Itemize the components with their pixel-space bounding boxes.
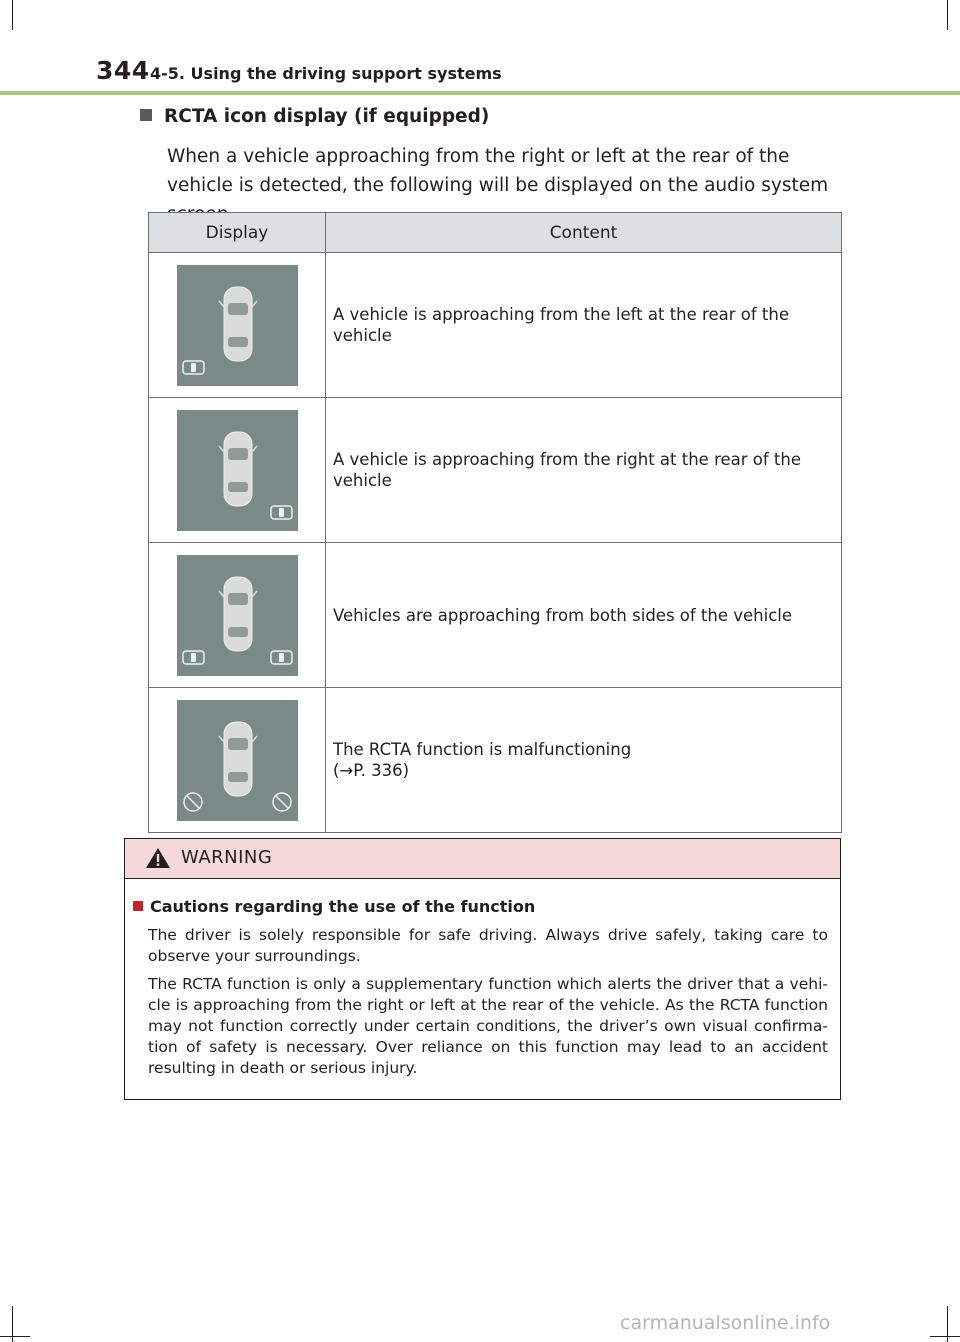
crop-mark xyxy=(947,0,948,30)
warning-paragraph: The driver is solely responsible for safe driving. Always drive safely, taking care to observe your surroundings. xyxy=(148,926,828,965)
content-cell: Vehicles are approaching from both sides of the vehicle xyxy=(326,543,842,688)
rcta-right-approach-icon xyxy=(177,410,298,531)
warning-paragraph: The RCTA function is only a supplementary function which alerts the driver that a vehi- cle is approaching from the right or left at the rear of the vehicle. As the RCTA function may not function correctly under certain conditions, the driver’s own visual confirma- tion of safety is necessary. Over reliance on this function may lead to an accident resulting in death or serious injury. xyxy=(148,975,828,1077)
header-rule xyxy=(0,91,960,95)
warning-header xyxy=(125,839,840,879)
rcta-malfunction-icon xyxy=(177,700,298,821)
table-row xyxy=(149,688,842,833)
content-cell: A vehicle is approaching from the left at the rear of the vehicle xyxy=(326,253,842,398)
warning-box xyxy=(124,838,841,1100)
chapter-title: 4-5. Using the driving support systems xyxy=(150,64,502,83)
warning-triangle-icon xyxy=(145,847,171,869)
warning-subtitle: Cautions regarding the use of the function xyxy=(150,897,536,916)
warning-subheading xyxy=(133,897,535,916)
column-header-display: Display xyxy=(149,213,326,253)
table-row xyxy=(149,543,842,688)
watermark: carmanualsonline.info xyxy=(620,1312,831,1334)
table-row xyxy=(149,398,842,543)
crop-mark xyxy=(930,1336,960,1337)
rcta-left-approach-icon xyxy=(177,265,298,386)
display-cell xyxy=(149,543,326,688)
section-heading xyxy=(140,106,489,127)
square-bullet-icon xyxy=(140,109,152,121)
crop-mark xyxy=(0,1336,30,1337)
section-title: RCTA icon display (if equipped) xyxy=(164,106,490,127)
rcta-both-sides-icon xyxy=(177,555,298,676)
page-number: 344 xyxy=(96,56,150,85)
warning-title: WARNING xyxy=(181,847,273,868)
column-header-content: Content xyxy=(326,213,842,253)
malfunction-text: The RCTA function is malfunctioning xyxy=(333,740,632,759)
table-header-row xyxy=(149,213,842,253)
content-cell: A vehicle is approaching from the right at the rear of the vehicle xyxy=(326,398,842,543)
red-square-bullet-icon xyxy=(133,901,143,911)
crop-mark xyxy=(12,0,13,30)
section-intro: When a vehicle approaching from the right or left at the rear of the vehicle is detected, the following will be displayed on the audio system xyxy=(167,146,829,196)
page-reference-link[interactable]: (→P. 336) xyxy=(333,761,410,780)
rcta-display-table xyxy=(148,212,842,833)
table-row xyxy=(149,253,842,398)
content-cell xyxy=(326,688,842,833)
display-cell xyxy=(149,253,326,398)
display-cell xyxy=(149,398,326,543)
display-cell xyxy=(149,688,326,833)
